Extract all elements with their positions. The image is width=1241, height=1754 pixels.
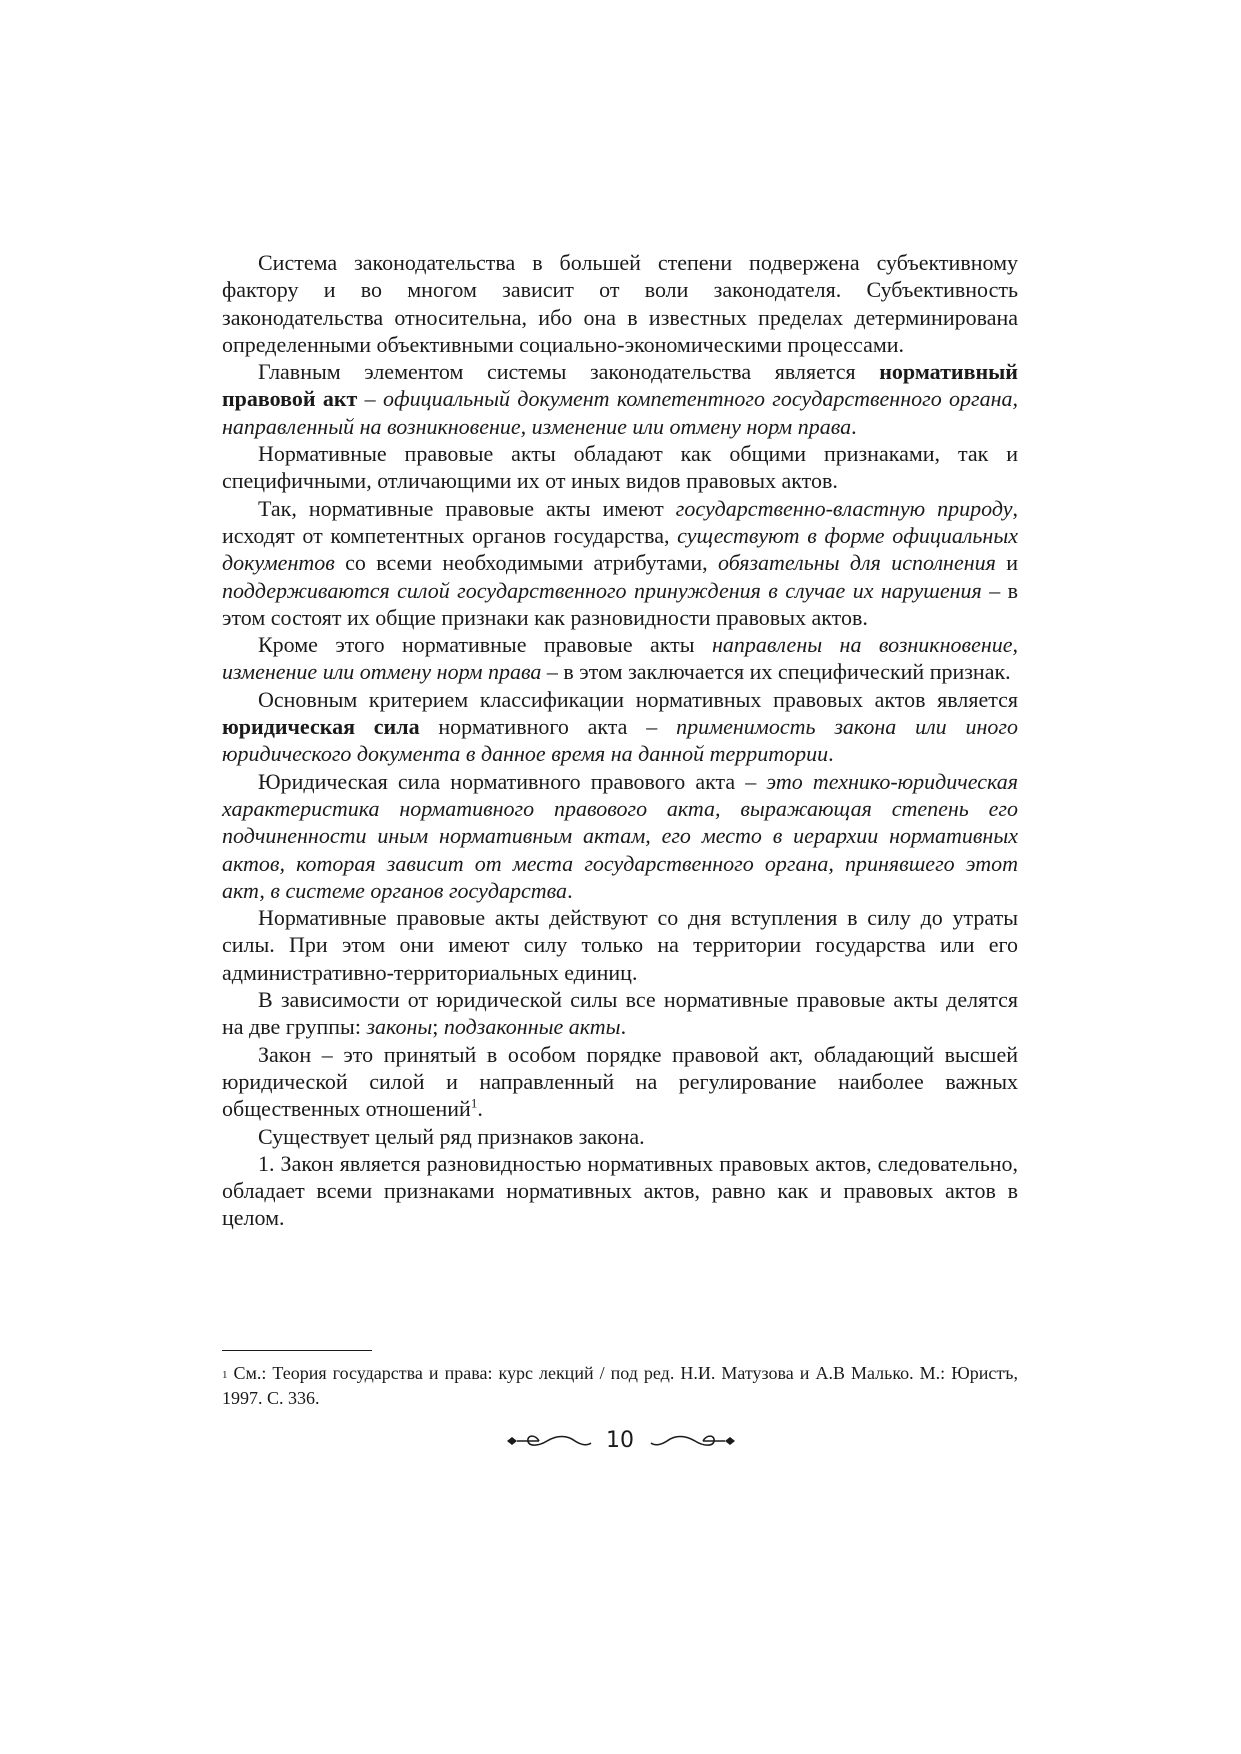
text-run: . (567, 877, 573, 903)
main-text (222, 249, 1018, 1232)
text-run: – в этом состоят их общие признаки как разновидности правовых актов. (222, 577, 1018, 630)
italic-text: это технико-юридическая характеристика нормативного правового акта, выражающая степень его подчиненности иным нормативным актам, его место в иерархии нормативных актов, которая зависит от места государственного органа, принявшего этот акт, в системе органов государства (222, 768, 1018, 903)
paragraph (222, 358, 1018, 440)
page-number: 10 (606, 1428, 634, 1453)
text-run: . (620, 1014, 627, 1040)
paragraph (222, 986, 1018, 1041)
paragraph (222, 904, 1018, 986)
text-run: В зависимости от юридической силы все нормативные правовые акты делятся на две группы: (222, 987, 1018, 1040)
page-number-ornament (505, 1424, 735, 1458)
text-run: ; (432, 1014, 444, 1040)
paragraph (222, 1041, 1018, 1123)
text-run: Главным элементом системы законодательства является (258, 359, 880, 385)
text-run: Кроме этого нормативные правовые акты (258, 632, 712, 658)
italic-text: законы (366, 1014, 433, 1040)
bold-term: нормативный правовой акт (222, 359, 1018, 412)
paragraph (222, 249, 1018, 358)
italic-text: обязательны для исполнения (717, 550, 996, 576)
text-run: . (851, 413, 857, 439)
right-flourish-icon (649, 1431, 737, 1451)
paragraph (222, 1150, 1018, 1232)
text-run: Закон – это принятый в особом порядке правовой акт, обладающий высшей юридической силой и направленный на регулирование наиболее важных общественных отношений (222, 1041, 1018, 1122)
text-run: Нормативные правовые акты действуют со дня вступления в силу до утраты силы. При этом они имеют силу только на территории государства или его административно-территориальных единиц. (222, 905, 1018, 985)
text-run: Основным критерием классификации нормативных правовых актов является (258, 686, 1018, 712)
italic-text: направлены на возникновение, изменение или отмену норм права (222, 632, 1019, 685)
paragraph (222, 440, 1018, 495)
text-run: нормативного акта – (419, 714, 677, 740)
italic-text: официальный документ компетентного государственного органа, направленный на возникновение, изменение или отмену норм права (222, 386, 1019, 439)
text-run: , исходят от компетентных органов государства, (222, 495, 1018, 548)
paragraph (222, 686, 1018, 768)
text-run: со всеми необходимыми атрибутами, (334, 550, 718, 576)
italic-text: поддерживаются силой государственного принуждения в случае их нарушения (222, 577, 982, 603)
text-run: и (995, 550, 1018, 576)
text-run: Нормативные правовые акты обладают как общими признаками, так и специфичными, отличающими их от иных видов правовых актов. (222, 441, 1018, 494)
footnote (222, 1361, 1018, 1411)
text-run: 1. Закон является разновидностью нормативных правовых актов, следовательно, обладает всеми признаками нормативных актов, равно как и правовых актов в целом. (222, 1150, 1018, 1231)
bold-term: юридическая сила (222, 714, 420, 740)
paragraph (222, 631, 1018, 686)
italic-text: существуют в форме официальных документов (222, 522, 1018, 576)
text-run: . (828, 741, 834, 767)
paragraph (222, 495, 1018, 631)
paragraph (222, 1123, 1018, 1150)
footnote-text: См.: Теория государства и права: курс лекций / под ред. Н.И. Матузова и А.В Малько. М.: Юристъ, 1997. С. 336. (222, 1363, 1018, 1408)
italic-text: государственно-властную природу (675, 495, 1013, 521)
italic-text: подзаконные акты (443, 1014, 621, 1040)
footnote-reference: 1 (470, 1095, 478, 1111)
left-flourish-icon (505, 1431, 593, 1451)
text-run: Существует целый ряд признаков закона. (258, 1123, 645, 1149)
footnote-marker: 1 (222, 1369, 228, 1381)
text-run: . (477, 1096, 483, 1122)
text-run: – (357, 386, 383, 412)
text-run: Юридическая сила нормативного правового акта – (258, 768, 767, 794)
text-run: Система законодательства в большей степени подвержена субъективному фактору и во многом зависит от воли законодателя. Субъективность законодательства относительна, ибо она в известных пределах детерминирована определенными объективными социально-экономическими процессами. (222, 250, 1018, 357)
paragraph (222, 768, 1018, 904)
italic-text: применимость закона или иного юридического документа в данное время на данной территории (222, 714, 1018, 767)
text-run: – в этом заключается их специфический признак. (541, 659, 1011, 685)
text-run: Так, нормативные правовые акты имеют (258, 495, 676, 521)
footnote-separator (222, 1350, 372, 1351)
